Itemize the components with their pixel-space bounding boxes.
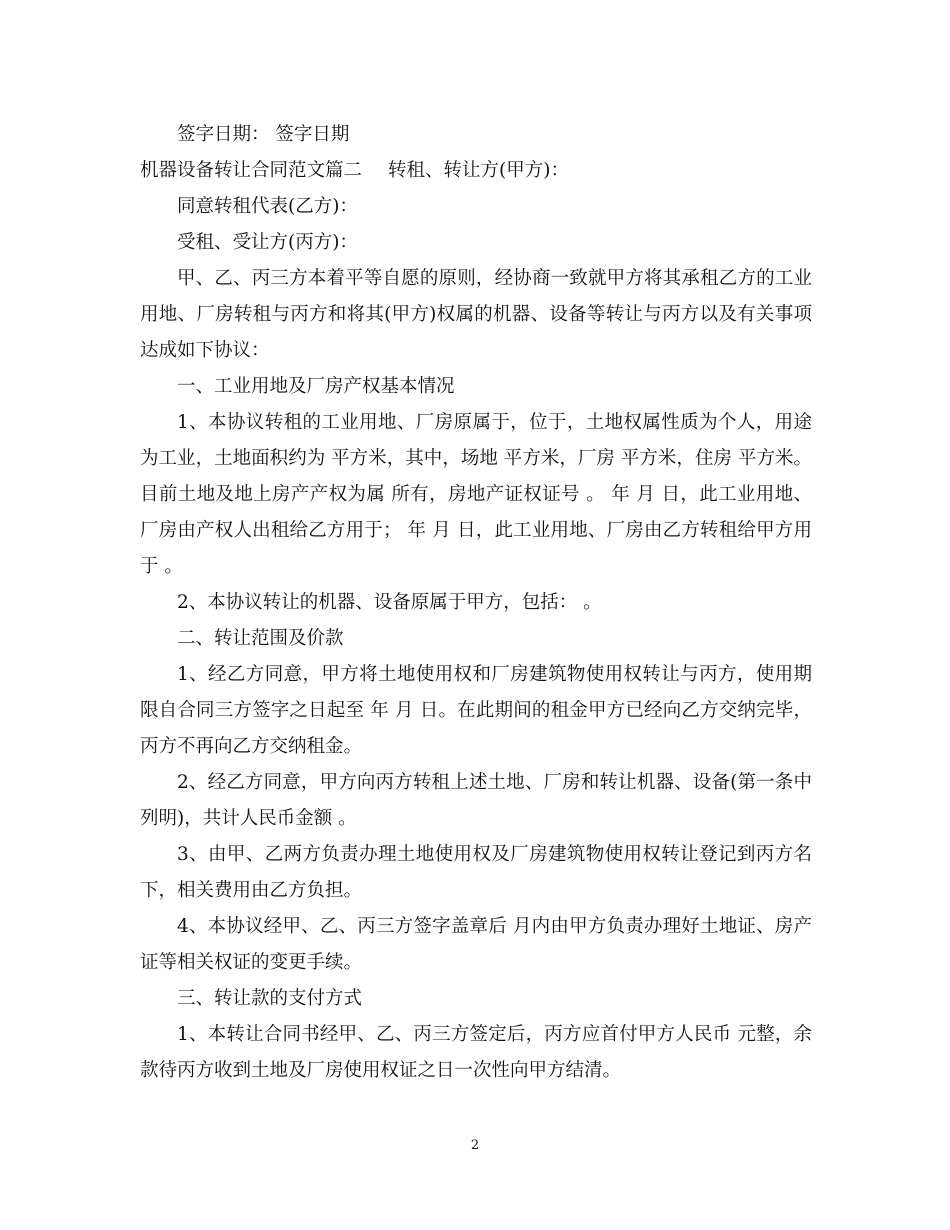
paragraph: 2、经乙方同意，甲方向丙方转租上述土地、厂房和转让机器、设备(第一条中列明)，共计人民币金额 。: [140, 772, 812, 829]
transferor-party-label: 转租、转让方(甲方)：: [388, 160, 569, 181]
paragraph: 甲、乙、丙三方本着平等自愿的原则，经协商一致就甲方将其承租乙方的工业用地、厂房转租与丙方和将其(甲方)权属的机器、设备等转让与丙方以及有关事项达成如下协议：: [140, 268, 812, 361]
section-title: 机器设备转让合同范文篇二: [140, 160, 363, 181]
section-heading: 三、转让款的支付方式: [177, 988, 363, 1009]
paragraph: 1、经乙方同意，甲方将土地使用权和厂房建筑物使用权转让与丙方，使用期限自合同三方签字之日起至 年 月 日。在此期间的租金甲方已经向乙方交纳完毕，丙方不再向乙方交纳租金。: [140, 664, 812, 757]
header-gap: [362, 153, 388, 189]
page-number: 2: [470, 1138, 480, 1153]
paragraph: 1、本转让合同书经甲、乙、丙三方签定后，丙方应首付甲方人民币 元整，余款待丙方收到土地及厂房使用权证之日一次性向甲方结清。: [140, 1024, 812, 1081]
paragraph: 3、由甲、乙两方负责办理土地使用权及厂房建筑物使用权转让登记到丙方名下，相关费用由乙方负担。: [140, 844, 812, 901]
paragraph: 2、本协议转让的机器、设备原属于甲方，包括： 。: [177, 592, 602, 613]
section-header-line: [140, 153, 812, 189]
section-heading: 二、转让范围及价款: [177, 628, 344, 649]
paragraph: 同意转租代表(乙方)：: [177, 196, 358, 217]
signature-date-line: 签字日期： 签字日期: [177, 124, 350, 145]
paragraph: 受租、受让方(丙方)：: [177, 232, 358, 253]
paragraph: 4、本协议经甲、乙、丙三方签字盖章后 月内由甲方负责办理好土地证、房产证等相关权证的变更手续。: [140, 916, 812, 973]
section-heading: 一、工业用地及厂房产权基本情况: [177, 376, 455, 397]
paragraph: 1、本协议转租的工业用地、厂房原属于，位于，土地权属性质为个人，用途为工业，土地面积约为 平方米，其中，场地 平方米，厂房 平方米，住房 平方米。目前土地及地上房产产权为属 所有，房地产证权证号 。 年 月 日，此工业用地、厂房由产权人出租给乙方用于； 年 月 日，此工业用地、厂房由乙方转租给甲方用于 。: [140, 412, 812, 577]
document-body: [140, 117, 812, 1089]
